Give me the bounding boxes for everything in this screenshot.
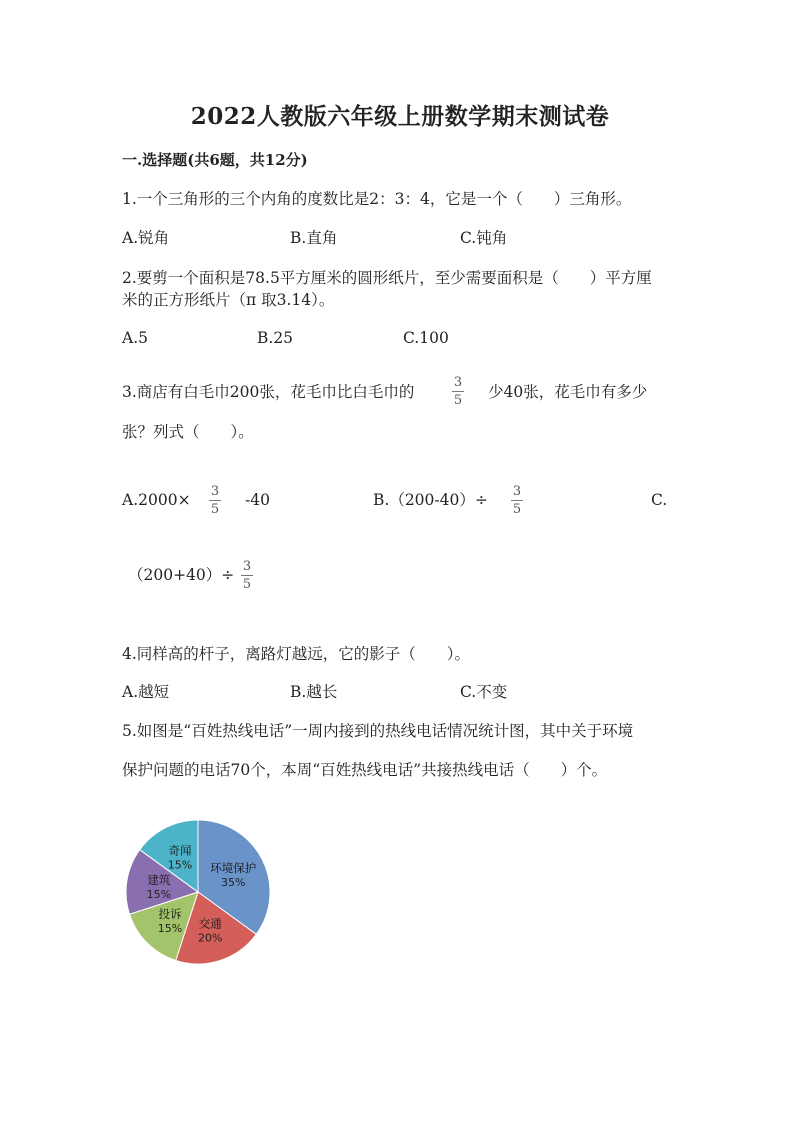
pie-slice-percent: 15% (146, 887, 172, 901)
q1-option-b: B.直角 (290, 229, 338, 247)
pie-slice-label: 投诉 (158, 907, 182, 922)
fraction-numerator: 3 (453, 375, 463, 390)
fraction-three-fifths (510, 484, 524, 517)
fraction-denominator: 5 (512, 502, 522, 517)
page-title: 2022人教版六年级上册数学期末测试卷 (190, 103, 610, 130)
section-heading: 一.选择题(共6题，共12分) (122, 151, 308, 169)
pie-slice-percent: 20% (198, 931, 223, 945)
pie-slice-label: 交通 (198, 916, 222, 931)
pie-chart-svg (118, 812, 278, 972)
fraction-denominator: 5 (210, 502, 220, 517)
q2-option-c: C.100 (403, 329, 449, 347)
pie-slice-percent: 35% (221, 876, 246, 890)
q4-option-a: A.越短 (122, 683, 170, 701)
q1-option-a: A.锐角 (122, 229, 170, 247)
q3-option-a-post: -40 (245, 491, 270, 509)
fraction-three-fifths (240, 559, 254, 592)
fraction-bar (452, 391, 464, 392)
fraction-bar (511, 500, 523, 501)
question-3-text-line2: 张？列式（ ）。 (122, 423, 254, 441)
question-2-text-line2: 米的正方形纸片（π 取3.14）。 (122, 291, 335, 309)
question-3-text-part2: 少40张，花毛巾有多少 (488, 383, 648, 401)
question-1-text: 1.一个三角形的三个内角的度数比是2：3：4，它是一个（ ）三角形。 (122, 190, 632, 208)
question-3-text-part1: 3.商店有白毛巾200张，花毛巾比白毛巾的 (122, 383, 415, 401)
question-2-text-line1: 2.要剪一个面积是78.5平方厘米的圆形纸片，至少需要面积是（ ）平方厘 (122, 269, 652, 287)
pie-chart (118, 812, 278, 972)
fraction-three-fifths (208, 484, 222, 517)
q1-option-c: C.钝角 (460, 229, 508, 247)
q3-option-a-pre: A.2000× (122, 491, 191, 509)
question-4-text: 4.同样高的杆子，离路灯越远，它的影子（ ）。 (122, 645, 471, 663)
q2-option-b: B.25 (257, 329, 294, 347)
q3-option-c-pre: （200+40）÷ (128, 566, 235, 584)
fraction-denominator: 5 (453, 393, 463, 408)
pie-slice-percent: 15% (157, 922, 183, 936)
pie-slice-label: 建筑 (147, 872, 171, 887)
fraction-bar (209, 500, 221, 501)
pie-slice-label: 环境保护 (210, 861, 257, 876)
fraction-bar (241, 575, 253, 576)
fraction-three-fifths (451, 375, 465, 408)
question-5-text-line2: 保护问题的电话70个，本周“百姓热线电话”共接热线电话（ ）个。 (122, 761, 608, 779)
q4-option-b: B.越长 (290, 683, 338, 701)
fraction-numerator: 3 (242, 559, 252, 574)
q4-option-c: C.不变 (460, 683, 508, 701)
fraction-numerator: 3 (210, 484, 220, 499)
question-5-text-line1: 5.如图是“百姓热线电话”一周内接到的热线电话情况统计图，其中关于环境 (122, 722, 634, 740)
q2-option-a: A.5 (122, 329, 148, 347)
q3-option-b-pre: B.（200-40）÷ (373, 491, 488, 509)
q3-option-c-label: C. (651, 491, 668, 509)
pie-slice-percent: 15% (167, 858, 193, 872)
fraction-numerator: 3 (512, 484, 522, 499)
pie-slice-label: 奇闻 (168, 843, 192, 858)
fraction-denominator: 5 (242, 577, 252, 592)
